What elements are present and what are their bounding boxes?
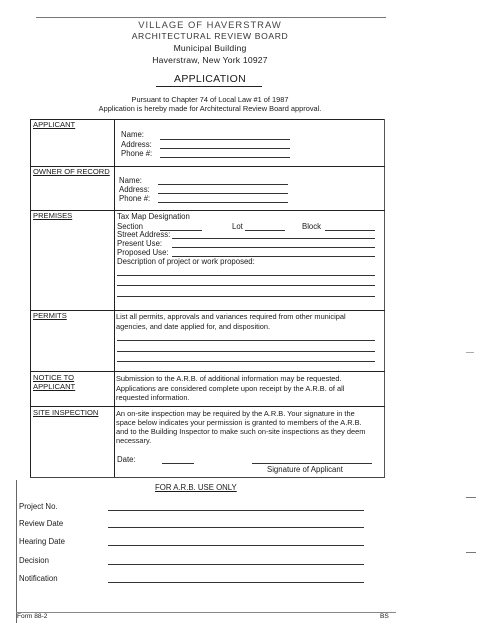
applicant-address-field[interactable] [160, 148, 290, 149]
notice-heading-1: NOTICE TO [33, 373, 75, 382]
project-no-field[interactable] [108, 510, 364, 511]
form-top-border [30, 119, 385, 120]
date-label: Date: [117, 455, 136, 464]
notice-heading-2: APPLICANT [33, 382, 76, 391]
proposed-use-label: Proposed Use: [117, 248, 169, 257]
divider-permits [30, 310, 385, 311]
block-field[interactable] [325, 230, 375, 231]
scan-mark-2 [466, 497, 476, 498]
present-use-field[interactable] [172, 247, 375, 248]
footer-rule [16, 612, 396, 613]
site-text-4: necessary. [116, 436, 152, 445]
form-number: Form 88-2 [17, 613, 48, 620]
review-date-field[interactable] [108, 527, 364, 528]
description-line-1[interactable] [117, 275, 375, 276]
site-text-3: and to the Building Inspector to make such on-site inspections as they deem [116, 427, 366, 436]
site-heading: SITE INSPECTION [33, 408, 99, 417]
notification-label: Notification [19, 574, 58, 583]
description-line-3[interactable] [117, 296, 375, 297]
lot-field[interactable] [245, 230, 285, 231]
decision-field[interactable] [108, 564, 364, 565]
applicant-phone-field[interactable] [160, 157, 290, 158]
signature-label: Signature of Applicant [267, 465, 343, 474]
owner-name-field[interactable] [158, 184, 288, 185]
applicant-name-field[interactable] [160, 139, 290, 140]
street-address-label: Street Address: [117, 230, 171, 239]
notice-text-2: Applications are considered complete upon receipt by the A.R.B. of all [116, 384, 345, 393]
street-address-field[interactable] [172, 238, 375, 239]
village-name: VILLAGE OF HAVERSTRAW [138, 19, 282, 30]
section-label: Section [117, 222, 144, 231]
description-label: Description of project or work proposed: [117, 257, 255, 266]
scan-mark-1 [466, 352, 474, 353]
notice-text-3: requested information. [116, 393, 190, 402]
footer-initials: BS [380, 613, 389, 620]
board-name: ARCHITECTURAL REVIEW BOARD [131, 31, 289, 41]
form-right-border [384, 119, 385, 477]
top-rule [36, 17, 386, 18]
page-title: APPLICATION [174, 73, 246, 85]
notice-text-1: Submission to the A.R.B. of additional information may be requested. [116, 374, 342, 383]
review-date-label: Review Date [19, 519, 64, 528]
block-label: Block [302, 222, 322, 231]
permits-text-2: agencies, and date applied for, and disposition. [116, 322, 271, 331]
applicant-phone-label: Phone #: [121, 149, 153, 158]
applicant-heading: APPLICANT [33, 120, 76, 129]
tax-map-label: Tax Map Designation [117, 212, 190, 221]
applicant-name-label: Name: [121, 130, 144, 139]
signature-field[interactable] [252, 463, 372, 464]
site-text-1: An on-site inspection may be required by the A.R.B. Your signature in the [116, 409, 355, 418]
divider-premises [30, 210, 385, 211]
intro-line-2: Application is hereby made for Architectural Review Board approval. [98, 104, 322, 113]
scan-mark-3 [466, 552, 476, 553]
intro-line-1: Pursuant to Chapter 74 of Local Law #1 of 1987 [131, 95, 289, 104]
column-divider [114, 119, 115, 477]
project-no-label: Project No. [19, 502, 58, 511]
hearing-date-label: Hearing Date [19, 537, 65, 546]
permits-heading: PERMITS [33, 311, 67, 320]
permits-line-2[interactable] [117, 351, 375, 352]
premises-heading: PREMISES [33, 211, 73, 220]
owner-address-label: Address: [119, 185, 150, 194]
lot-label: Lot [232, 222, 243, 231]
form-bottom-border [30, 477, 385, 478]
owner-phone-label: Phone #: [119, 194, 151, 203]
title-rule [156, 86, 262, 87]
permits-line-1[interactable] [117, 340, 375, 341]
owner-name-label: Name: [119, 176, 142, 185]
permits-text-1: List all permits, approvals and variances required from other municipal [116, 312, 346, 321]
arb-use-heading: FOR A.R.B. USE ONLY [155, 483, 237, 492]
decision-label: Decision [19, 556, 49, 565]
left-margin-rule [16, 480, 17, 623]
description-line-2[interactable] [117, 285, 375, 286]
owner-heading: OWNER OF RECORD [33, 167, 110, 176]
building-name: Municipal Building [173, 43, 247, 53]
divider-notice [30, 371, 385, 372]
applicant-address-label: Address: [121, 140, 152, 149]
notification-field[interactable] [108, 582, 364, 583]
hearing-date-field[interactable] [108, 545, 364, 546]
owner-phone-field[interactable] [158, 202, 288, 203]
site-text-2: space below indicates your permission is granted to members of the A.R.B. [116, 418, 362, 427]
permits-line-3[interactable] [117, 361, 375, 362]
form-left-border [30, 119, 31, 477]
divider-site [30, 406, 385, 407]
present-use-label: Present Use: [117, 239, 163, 248]
owner-address-field[interactable] [158, 193, 288, 194]
city-address: Haverstraw, New York 10927 [152, 55, 268, 65]
date-field[interactable] [162, 463, 194, 464]
